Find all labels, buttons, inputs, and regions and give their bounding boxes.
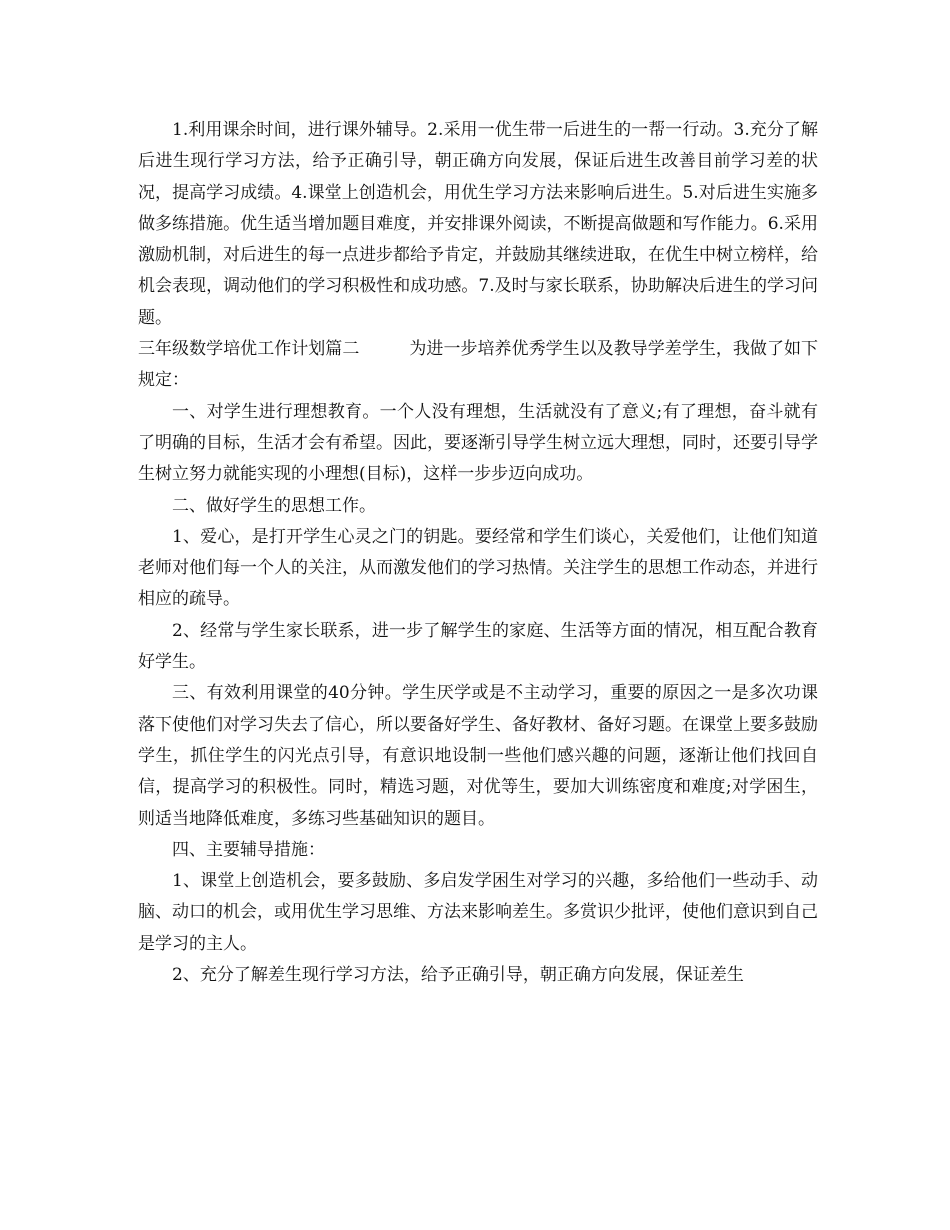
paragraph-understand-methods: 2、充分了解差生现行学习方法，给予正确引导，朝正确方向发展，保证差生	[172, 965, 744, 986]
paragraph-parent-contact: 2、经常与学生家长联系，进一步了解学生的家庭、生活等方面的情况，相互配合教育好学生。	[138, 620, 818, 673]
document-page	[138, 115, 818, 991]
paragraph-create-opportunities: 1、课堂上创造机会，要多鼓励、多启发学困生对学习的兴趣，多给他们一些动手、动脑、动口的机会，或用优生学习思维、方法来影响差生。多赏识少批评，使他们意识到自己是学习的主人。	[138, 871, 818, 954]
paragraph-section-two-intro	[138, 334, 818, 397]
paragraph-classroom-40-minutes: 三、有效利用课堂的40分钟。学生厌学或是不主动学习，重要的原因之一是多次功课落下使他们对学习失去了信心，所以要备好学生、备好教材、备好习题。在课堂上要多鼓励学生，抓住学生的闪光点引导，有意识地设制一些他们感兴趣的问题，逐渐让他们找回自信，提高学习的积极性。同时，精选习题，对优等生，要加大训练密度和难度;对学困生，则适当地降低难度，多练习些基础知识的题目。	[138, 683, 818, 829]
paragraph-ideal-education: 一、对学生进行理想教育。一个人没有理想，生活就没有了意义;有了理想，奋斗就有了明确的目标，生活才会有希望。因此，要逐渐引导学生树立远大理想，同时，还要引导学生树立努力就能实现的小理想(目标)，这样一步步迈向成功。	[138, 401, 818, 485]
paragraph-main-measures-heading: 四、主要辅导措施：	[172, 839, 325, 860]
section-intro-text: 为进一步培养优秀学生以及教导学差学生，我做了如下规定：	[138, 339, 819, 391]
paragraph-measures-list: 1.利用课余时间，进行课外辅导。2.采用一优生带一后进生的一帮一行动。3.充分了解后进生现行学习方法，给予正确引导，朝正确方向发展，保证后进生改善目前学习差的状况，提高学习成绩。4.课堂上创造机会，用优生学习方法来影响后进生。5.对后进生实施多做多练措施。优生适当增加题目难度，并安排课外阅读，不断提高做题和写作能力。6.采用激励机制，对后进生的每一点进步都给予肯定，并鼓励其继续进取，在优生中树立榜样，给机会表现，调动他们的学习积极性和成功感。7.及时与家长联系，协助解决后进生的学习问题。	[138, 120, 818, 328]
section-heading: 三年级数学培优工作计划篇二	[138, 339, 360, 360]
paragraph-love-care: 1、爱心，是打开学生心灵之门的钥匙。要经常和学生们谈心，关爱他们，让他们知道老师对他们每一个人的关注，从而激发他们的学习热情。关注学生的思想工作动态，并进行相应的疏导。	[138, 526, 818, 610]
paragraph-ideological-work-heading: 二、做好学生的思想工作。	[172, 495, 376, 516]
